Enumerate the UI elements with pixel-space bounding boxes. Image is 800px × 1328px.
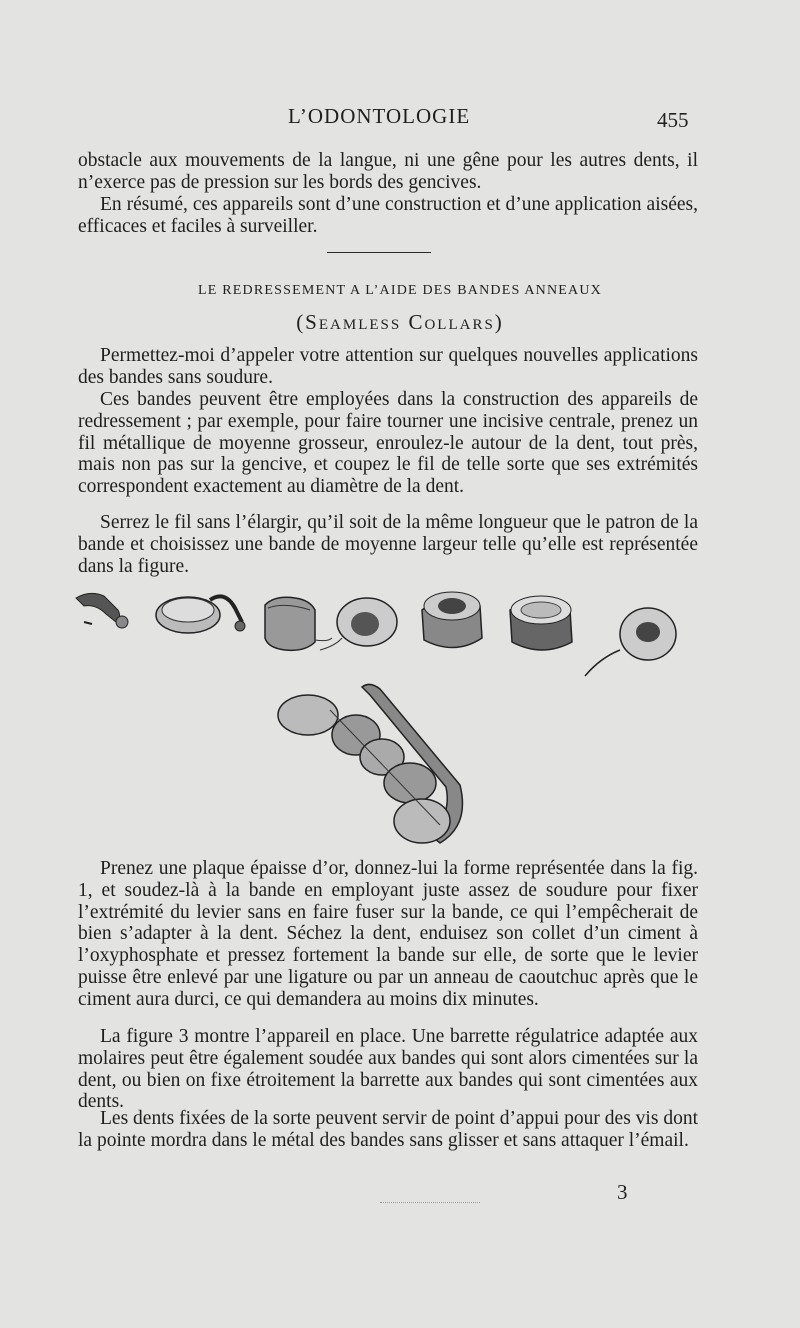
lever-plate-illustration — [76, 593, 128, 628]
band-cemented-illustration — [422, 592, 482, 648]
intro-paragraph-2: En résumé, ces appareils sont d’une construction et d’une application aisées, efficaces et faciles à surveiller. — [78, 194, 698, 237]
section-subtitle: (Seamless Collars) — [296, 310, 504, 334]
figure-row-bands — [70, 580, 710, 690]
band-with-lever-illustration — [156, 596, 245, 633]
seamless-band-illustration — [510, 596, 572, 650]
print-smudge — [380, 1202, 480, 1203]
running-head — [0, 104, 800, 138]
band-on-tooth-illustration — [320, 598, 397, 650]
figure-appliance-in-place — [270, 675, 490, 855]
band-flat-illustration — [265, 597, 332, 650]
intro-paragraph-1: obstacle aux mouvements de la langue, ni une gêne pour les autres dents, il n’exerce pas de pression sur les bords des gencives. — [78, 150, 698, 193]
closing-paragraph-1: Prenez une plaque épaisse d’or, donnez-lui la forme représentée dans la fig. 1, et soudez-là à la bande en employant juste assez de soudure pour fixer l’extrémité du levier sans en faire fuser sur la bande, ce qui l’empêcherait de bien s’adapter à la dent. Séchez la dent, enduisez son collet d’un ciment à l’oxyphosphate et pressez fortement la bande sur elle, de sorte que le levier puisse être enlevé par une ligature ou par un anneau de caoutchuc après que le ciment aura durci, ce qui demandera au moins dix minutes. — [78, 858, 698, 1010]
closing-paragraph-2: La figure 3 montre l’appareil en place. Une barrette régulatrice adaptée aux molaires peut être également soudée aux bandes qui sont alors cimentées sur la dent, ou bien on fixe étroitement la barrette aux bandes qui sont cimentées aux dents. — [78, 1026, 698, 1113]
section-divider — [327, 252, 431, 253]
body-paragraph-3: Serrez le fil sans l’élargir, qu’il soit de la même longueur que le patron de la bande et choisissez une bande de moyenne largeur telle qu’elle est représentée dans la figure. — [78, 512, 698, 577]
running-title: L’ODONTOLOGIE — [288, 104, 471, 128]
band-with-wire-illustration — [585, 608, 676, 676]
body-paragraph-1: Permettez-moi d’appeler votre attention sur quelques nouvelles applications des bandes sans soudure. — [78, 345, 698, 388]
section-title: LE REDRESSEMENT A L’AIDE DES BANDES ANNEAUX — [198, 283, 602, 298]
page-number: 455 — [657, 108, 689, 132]
body-paragraph-2: Ces bandes peuvent être employées dans la construction des appareils de redressement ; par exemple, pour faire tourner une incisive centrale, prenez un fil métallique de moyenne grosseur, enroulez-le autour de la dent, tout près, mais non pas sur la gencive, et coupez le fil de telle sorte que ses extrémités correspondent exactement au diamètre de la dent. — [78, 389, 698, 498]
signature-mark: 3 — [617, 1180, 628, 1204]
closing-paragraph-3: Les dents fixées de la sorte peuvent servir de point d’appui pour des vis dont la pointe mordra dans le métal des bandes sans glisser et sans attaquer l’émail. — [78, 1108, 698, 1151]
